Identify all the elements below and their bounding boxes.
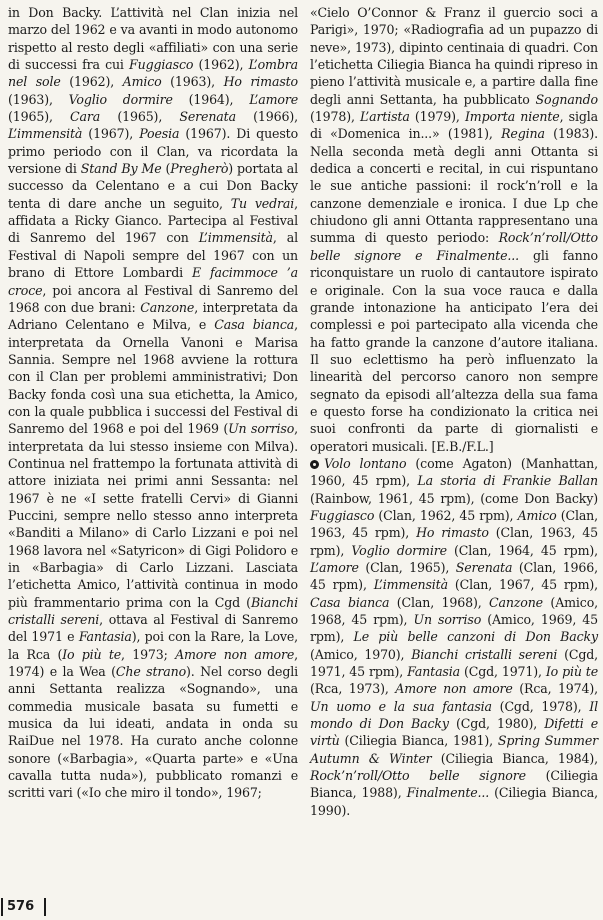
italic-title: Volo lontano — [324, 455, 407, 471]
italic-title: L’immensità — [198, 230, 273, 246]
text-run: in Don Backy. L’attività nel Clan inizia nel marzo del 1962 e va avanti in modo autonomo rispetto al resto degli «affiliati» con una serie di successi fra cui — [8, 5, 298, 73]
text-run: (Clan, 1963, 45 rpm), — [310, 525, 598, 558]
text-run: (1963), — [8, 91, 69, 107]
text-run: , 1974) e la Wea ( — [8, 646, 298, 680]
italic-title: Amico — [122, 74, 162, 90]
text-run: (Cgd, 1971), — [459, 664, 546, 680]
italic-title: Finalmente... — [406, 785, 490, 801]
text-run: , affidata a Ricky Gianco. Partecipa al Festival di Sanremo del 1967 con — [8, 195, 298, 246]
text-run: (1967). Di questo primo periodo con il Clan, va ricordata la versione di — [8, 126, 298, 177]
page-number: 576 — [7, 899, 35, 914]
text-run: (Rca, 1974), — [512, 681, 599, 697]
italic-title: Difetti e virtù — [310, 716, 599, 749]
text-run: gli fanno riconquistare un ruolo di cantautore ispirato e originale. Con la sua voce rauca e dalla grande intonazione ha anticipato l’era dei complessi e poi partecipato alla vicenda che ha fatto grande la canzone d’autore italiana. Il suo eclettismo ha però influenzato la linearità del percorso canoro non sempre segnato da episodi all’altezza della sua fama e questo forse ha condizionato la critica nei suoi confronti da parte di giornalisti e operatori musicali. [E.B./F.L.] — [310, 247, 598, 454]
text-run: (Clan, 1965), — [358, 560, 456, 575]
italic-title: Canzone — [140, 299, 195, 315]
italic-title: Un sorriso — [413, 612, 482, 628]
italic-title: Regina — [501, 126, 545, 142]
italic-title: E facimmoce ’a croce — [8, 265, 298, 298]
italic-title: L’immensità — [8, 126, 83, 142]
discography-text — [310, 456, 598, 818]
italic-title: Stand By Me — [80, 161, 162, 177]
italic-title: Fuggiasco — [129, 57, 194, 73]
text-run: (Amico, 1968, 45 rpm), — [310, 594, 598, 628]
footer-rule-left — [1, 898, 3, 916]
italic-title: Rock’n’roll/Otto belle signore e Finalmente... — [310, 230, 598, 263]
italic-title: Cara — [70, 109, 101, 125]
biography-text — [8, 4, 298, 802]
italic-title: Fantasia — [407, 664, 460, 680]
text-run: (1978), — [310, 109, 361, 125]
text-run: (Ciliegia Bianca, 1981), — [339, 733, 498, 749]
footer-rule-right — [44, 898, 46, 916]
text-run: (Cgd, 1978), — [491, 698, 590, 714]
italic-title: L’artista — [360, 109, 410, 125]
italic-title: Poesia — [139, 126, 180, 142]
text-run: ) portata al successo da Celentano e a cui Don Backy tenta di dare anche un seguito, — [8, 161, 298, 211]
italic-title: L’ombra nel sole — [8, 57, 298, 90]
italic-title: Ho rimasto — [223, 74, 298, 90]
text-run: (1965), — [100, 109, 180, 125]
italic-title: Fuggiasco — [310, 507, 375, 523]
discography — [310, 455, 598, 819]
text-run: , poi ancora al Festival di Sanremo del 1968 con due brani: — [8, 282, 298, 315]
italic-title: Voglio dormire — [351, 542, 447, 558]
text-run: (come Agaton) (Manhattan, 1960, 45 rpm), — [310, 455, 598, 489]
italic-title: Canzone — [489, 594, 543, 610]
text-run: (Ciliegia Bianca, 1988), — [310, 768, 598, 801]
text-run: (Clan, 1962, 45 rpm), — [374, 507, 518, 523]
right-column — [310, 4, 598, 819]
text-run: (Clan, 1963, 45 rpm), — [310, 507, 598, 541]
text-run: , 1973; — [121, 646, 176, 662]
italic-title: Amore non amore — [175, 646, 295, 662]
text-run: (1983). Nella seconda metà degli anni Ottanta si dedica a concerti e recital, in cui rispuntano le sue antiche passioni: il rock’n’roll e la canzone demenziale e ironica. I due Lp che chiudono gli anni Ottanta rappresentano una summa di questo periodo: — [310, 126, 598, 246]
italic-title: Casa bianca — [310, 594, 390, 610]
italic-title: Bianchi cristalli sereni — [411, 646, 558, 662]
italic-title: Il mondo di Don Backy — [310, 698, 598, 732]
italic-title: Importa niente — [464, 109, 560, 125]
italic-title: Amore non amore — [395, 681, 513, 697]
text-run: (1966), — [235, 109, 298, 125]
italic-title: Spring Summer Autumn & Winter — [310, 733, 599, 766]
italic-title: Amico — [517, 507, 557, 523]
text-run: (1979), — [409, 109, 465, 125]
text-run: «Cielo O’Connor & Franz il guercio soci a Parigi», 1970; «Radiografia ad un pupazzo di neve», 1973), dipinto centinaia di quadri. Con l’etichetta Ciliegia Bianca ha quindi ripreso in pieno l’attività musicale e, a partire dalla fine degli anni Settanta, ha pubblicato — [310, 5, 598, 107]
italic-title: L’amore — [310, 560, 359, 575]
italic-title: Serenata — [455, 560, 513, 575]
italic-title: Serenata — [179, 109, 236, 125]
text-run: (Rca, 1973), — [310, 681, 396, 697]
text-run: (1963), — [161, 74, 224, 90]
italic-title: L’amore — [249, 91, 299, 107]
text-run: (Ciliegia Bianca, 1984), — [431, 750, 598, 766]
text-run: , interpretata da lui stesso insieme con Milva). Continua nel frattempo la fortunata attività di attore iniziata nei primi anni Sessanta: nel 1967 è ne «I sette fratelli Cervi» di Gianni Puccini, sempre nello stesso anno interpreta «Banditi a Milano» di Carlo Lizzani e poi nel 1968 lavora nel «Satyricon» di Gigi Polidoro e in «Barbagia» di Carlo Lizzani. Lasciata l’etichetta Amico, l’attività continua in modo più frammentario prima con la Cgd ( — [8, 421, 298, 610]
text-run: (1962), — [193, 57, 249, 73]
text-run: , al Festival di Napoli sempre del 1967 con un brano di Ettore Lombardi — [8, 230, 298, 281]
italic-title: Le più belle canzoni di Don Backy — [353, 629, 598, 645]
text-run: (Cgd, 1971, 45 rpm), — [310, 646, 599, 680]
italic-title: Pregherò — [170, 161, 229, 177]
italic-title: Che strano — [115, 664, 187, 680]
text-run: (1964), — [172, 91, 250, 107]
italic-title: Voglio dormire — [68, 91, 173, 107]
text-run: ( — [161, 161, 171, 177]
text-run: , sigla di «Domenica in...» (1981), — [310, 109, 598, 142]
page-footer — [0, 896, 60, 918]
text-run: (1962), — [60, 74, 123, 90]
text-run: , interpretata da Ornella Vanoni e Marisa Sannia. Sempre nel 1968 avviene la rottura con il Clan per problemi amministrativi; Don Backy fonda così una sua etichetta, la Amico, con la quale pubblica i successi del Festival di Sanremo del 1968 e poi del 1969 ( — [8, 317, 298, 437]
italic-title: Ho rimasto — [416, 525, 489, 541]
italic-title: Un sorriso — [228, 421, 295, 437]
text-run: (Clan, 1968), — [389, 594, 489, 610]
text-run: (Amico, 1969, 45 rpm), — [310, 612, 598, 645]
left-column — [8, 4, 298, 802]
text-run: (Clan, 1966, 45 rpm), — [310, 560, 598, 593]
text-run: (Clan, 1967, 45 rpm), — [447, 577, 599, 593]
italic-title: Sognando — [535, 91, 598, 107]
text-run: ). Nel corso degli anni Settanta realizza «Sognando», una commedia musicale basata su fumetti e musica da lui ideati, andata in onda su RaiDue nel 1978. Ha curato anche colonne sonore («Barbagia», «Quarta parte» e «Una cavalla tutta nuda»), pubblicato romanzi e scritti vari («Io che miro il tondo», 1967; — [8, 664, 298, 801]
text-run: (Rainbow, 1961, 45 rpm), (come Don Backy) — [310, 490, 598, 506]
text-run: (Ciliegia Bianca, 1990). — [310, 785, 598, 818]
italic-title: Bianchi cristalli sereni — [8, 594, 298, 628]
text-run: (Amico, 1970), — [310, 646, 412, 662]
italic-title: La storia di Frankie Ballan — [417, 473, 599, 489]
italic-title: L’immensità — [373, 577, 448, 593]
text-run: (1965), — [8, 109, 71, 125]
biography-continuation — [310, 4, 598, 455]
italic-title: Casa bianca — [214, 317, 295, 333]
italic-title: Fantasia — [78, 629, 132, 645]
text-run: (Clan, 1964, 45 rpm), — [446, 542, 598, 558]
italic-title: Rock’n’roll/Otto belle signore — [310, 768, 526, 784]
italic-title: Io più te — [62, 646, 122, 662]
italic-title: Io più te — [545, 664, 598, 680]
italic-title: Tu vedrai — [230, 195, 295, 211]
text-run: (1967), — [82, 126, 140, 142]
text-run: , ottava al Festival di Sanremo del 1971 e — [8, 612, 298, 645]
text-run: , interpretata da Adriano Celentano e Milva, e — [8, 299, 298, 333]
text-run: (Cgd, 1980), — [448, 716, 545, 732]
record-disc-icon — [310, 460, 319, 469]
text-run: ), poi con la Rare, la Love, la Rca ( — [8, 629, 298, 662]
italic-title: Un uomo e la sua fantasia — [310, 698, 492, 714]
